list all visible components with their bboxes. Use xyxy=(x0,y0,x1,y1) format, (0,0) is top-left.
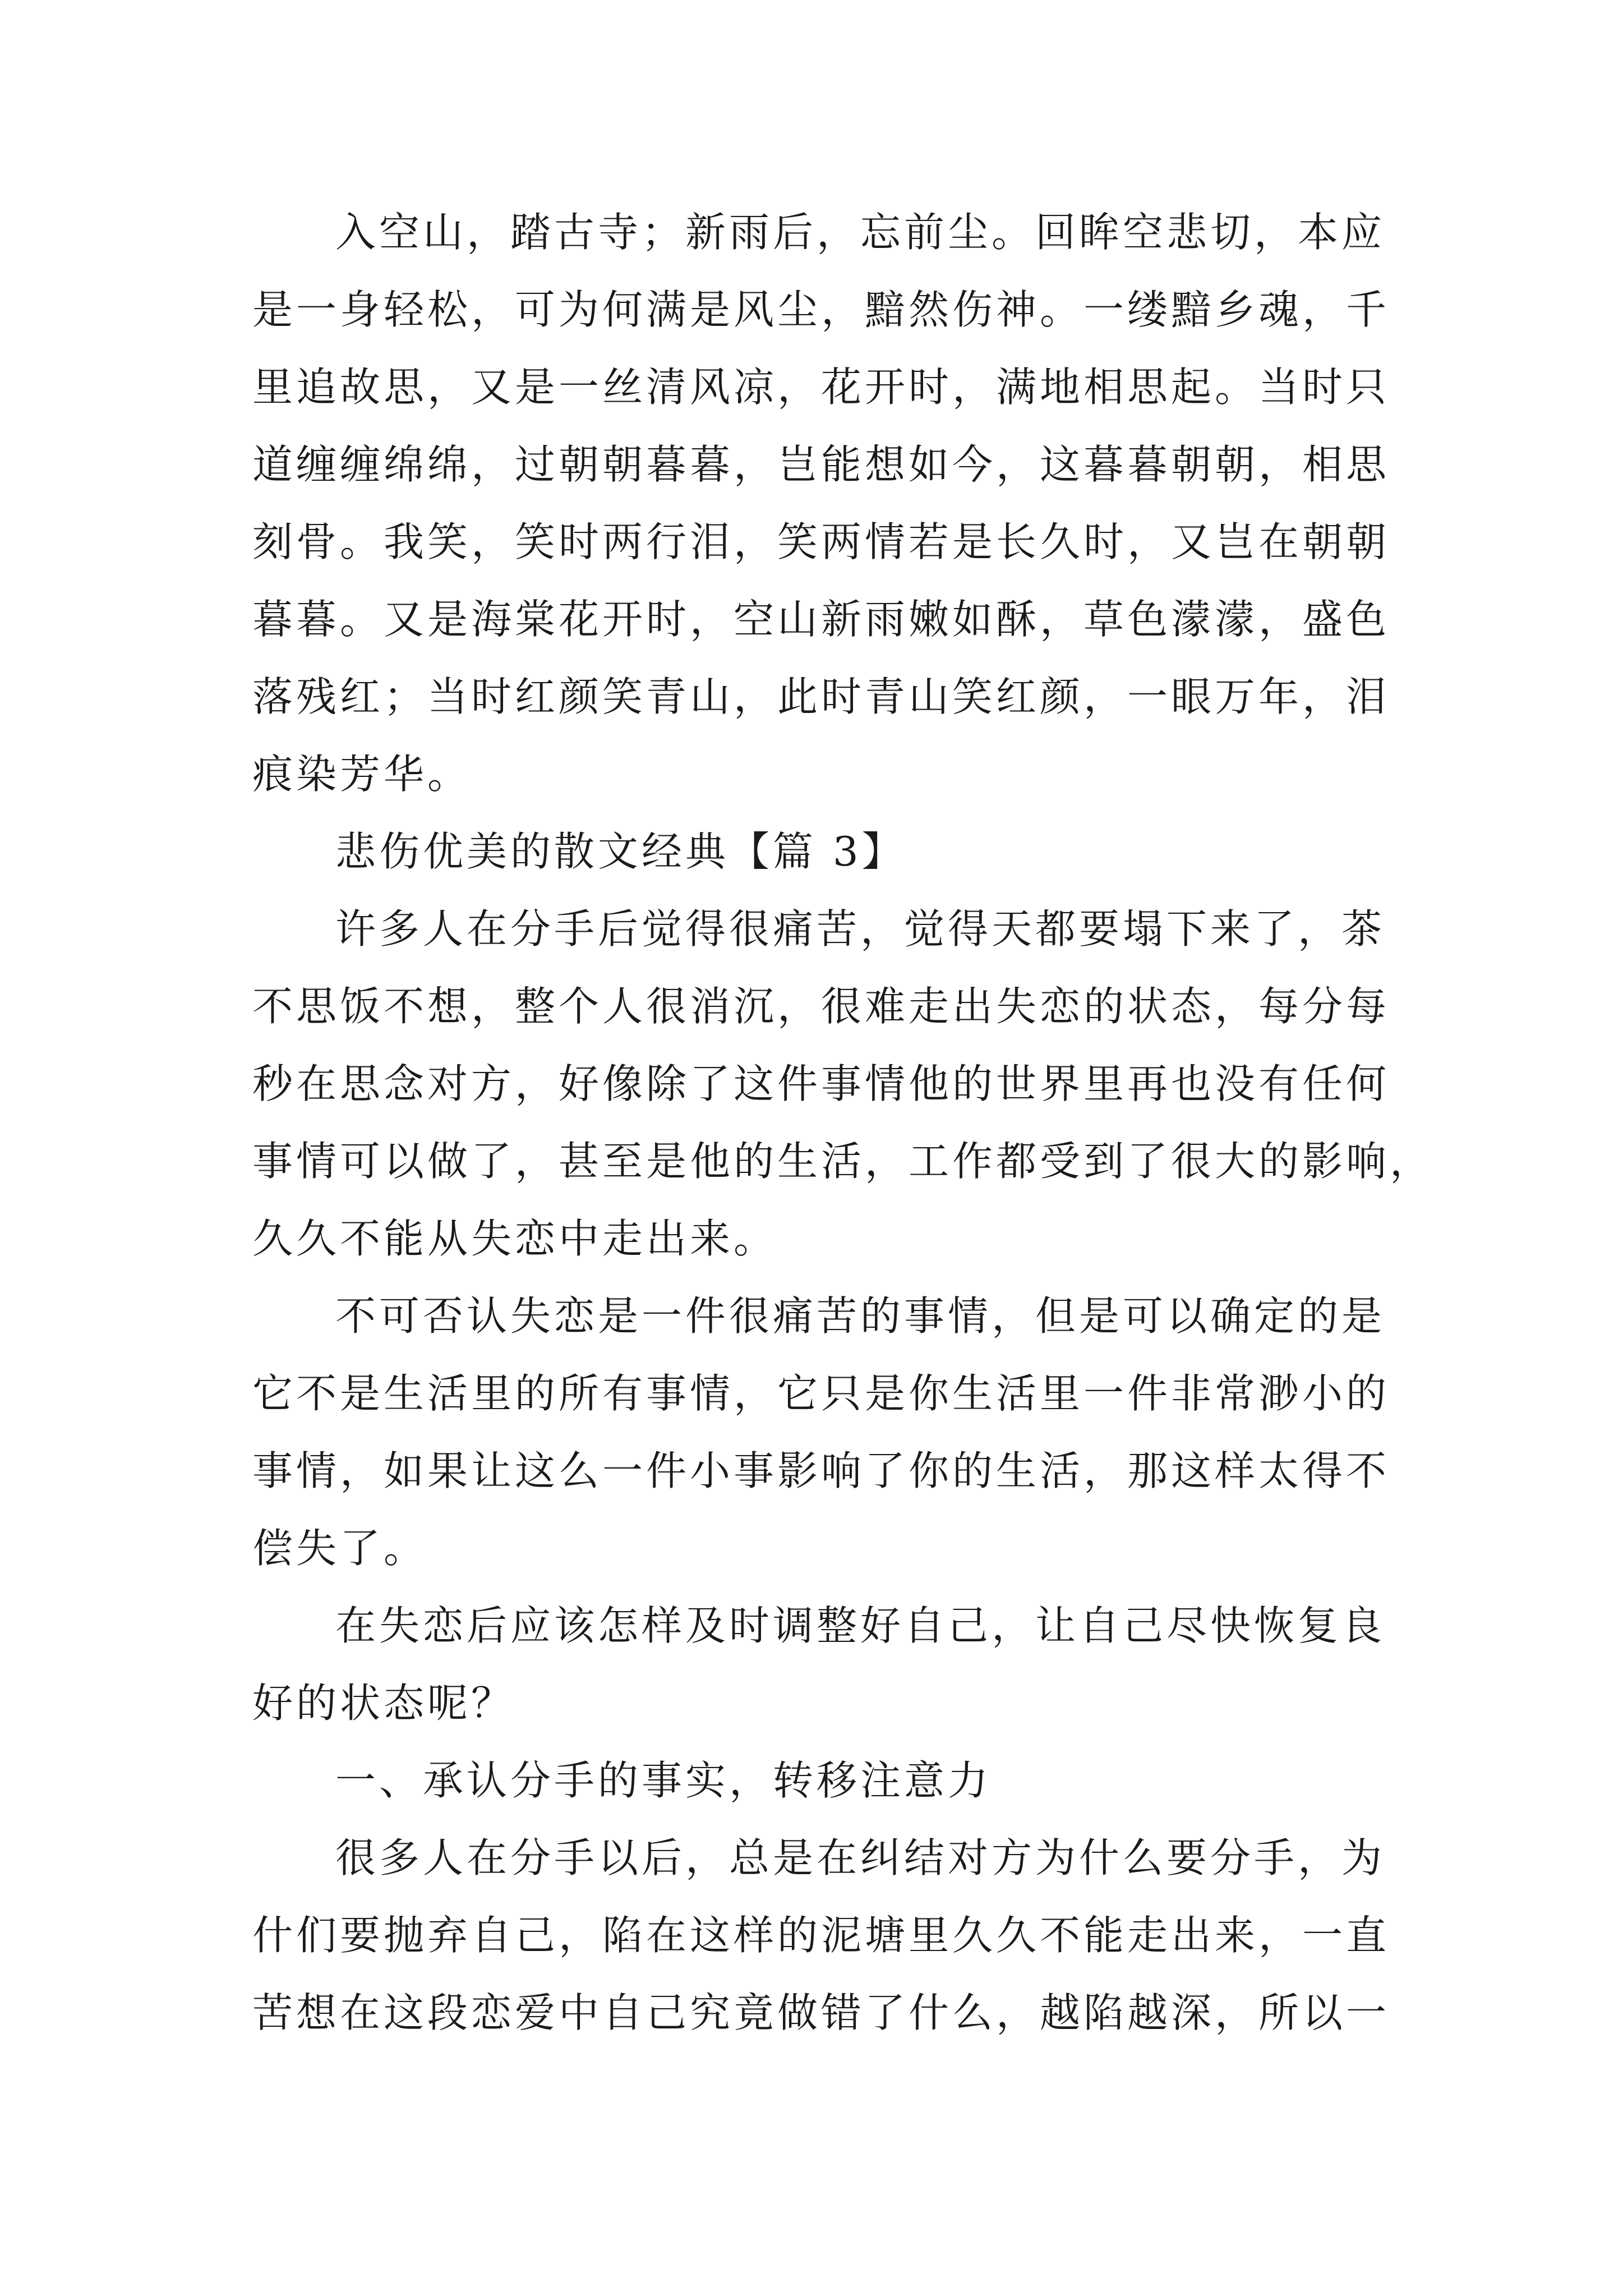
body-text xyxy=(252,194,1434,2051)
text-line: 落残红；当时红颜笑青山，此时青山笑红颜，一眼万年，泪 xyxy=(252,673,1390,720)
text-line: 一、承认分手的事实，转移注意力 xyxy=(335,1757,992,1804)
text-line: 在失恋后应该怎样及时调整好自己，让自己尽快恢复良 xyxy=(335,1602,1386,1649)
text-line: 里追故思，又是一丝清风凉，花开时，满地相思起。当时只 xyxy=(252,364,1390,411)
text-line: 是一身轻松，可为何满是风尘，黯然伤神。一缕黯乡魂，千 xyxy=(252,286,1390,333)
text-line: 入空山，踏古寺；新雨后，忘前尘。回眸空悲切，本应 xyxy=(335,209,1386,256)
text-line: 很多人在分手以后，总是在纠结对方为什么要分手，为 xyxy=(335,1834,1386,1881)
text-line: 暮暮。又是海棠花开时，空山新雨嫩如酥，草色濛濛，盛色 xyxy=(252,596,1390,643)
text-line: 刻骨。我笑，笑时两行泪，笑两情若是长久时，又岂在朝朝 xyxy=(252,518,1390,565)
text-line: 好的状态呢？ xyxy=(252,1680,515,1727)
text-line: 悲伤优美的散文经典【篇 3】 xyxy=(335,828,906,875)
text-line: 偿失了。 xyxy=(252,1525,428,1572)
text-line: 它不是生活里的所有事情，它只是你生活里一件非常渺小的 xyxy=(252,1370,1390,1417)
text-line: 道缠缠绵绵，过朝朝暮暮，岂能想如今，这暮暮朝朝，相思 xyxy=(252,441,1390,488)
text-line: 久久不能从失恋中走出来。 xyxy=(252,1215,778,1262)
text-line: 秒在思念对方，好像除了这件事情他的世界里再也没有任何 xyxy=(252,1060,1390,1107)
text-line: 事情，如果让这么一件小事影响了你的生活，那这样太得不 xyxy=(252,1447,1390,1494)
text-line: 许多人在分手后觉得很痛苦，觉得天都要塌下来了，茶 xyxy=(335,905,1386,953)
text-line: 什们要抛弃自己，陷在这样的泥塘里久久不能走出来，一直 xyxy=(252,1912,1390,1959)
text-line: 不可否认失恋是一件很痛苦的事情，但是可以确定的是 xyxy=(335,1292,1386,1340)
text-line: 苦想在这段恋爱中自己究竟做错了什么，越陷越深，所以一 xyxy=(252,1989,1390,2036)
text-line: 事情可以做了，甚至是他的生活，工作都受到了很大的影响， xyxy=(252,1138,1434,1185)
text-line: 痕染芳华。 xyxy=(252,751,472,798)
text-line: 不思饭不想，整个人很消沉，很难走出失恋的状态，每分每 xyxy=(252,983,1390,1030)
